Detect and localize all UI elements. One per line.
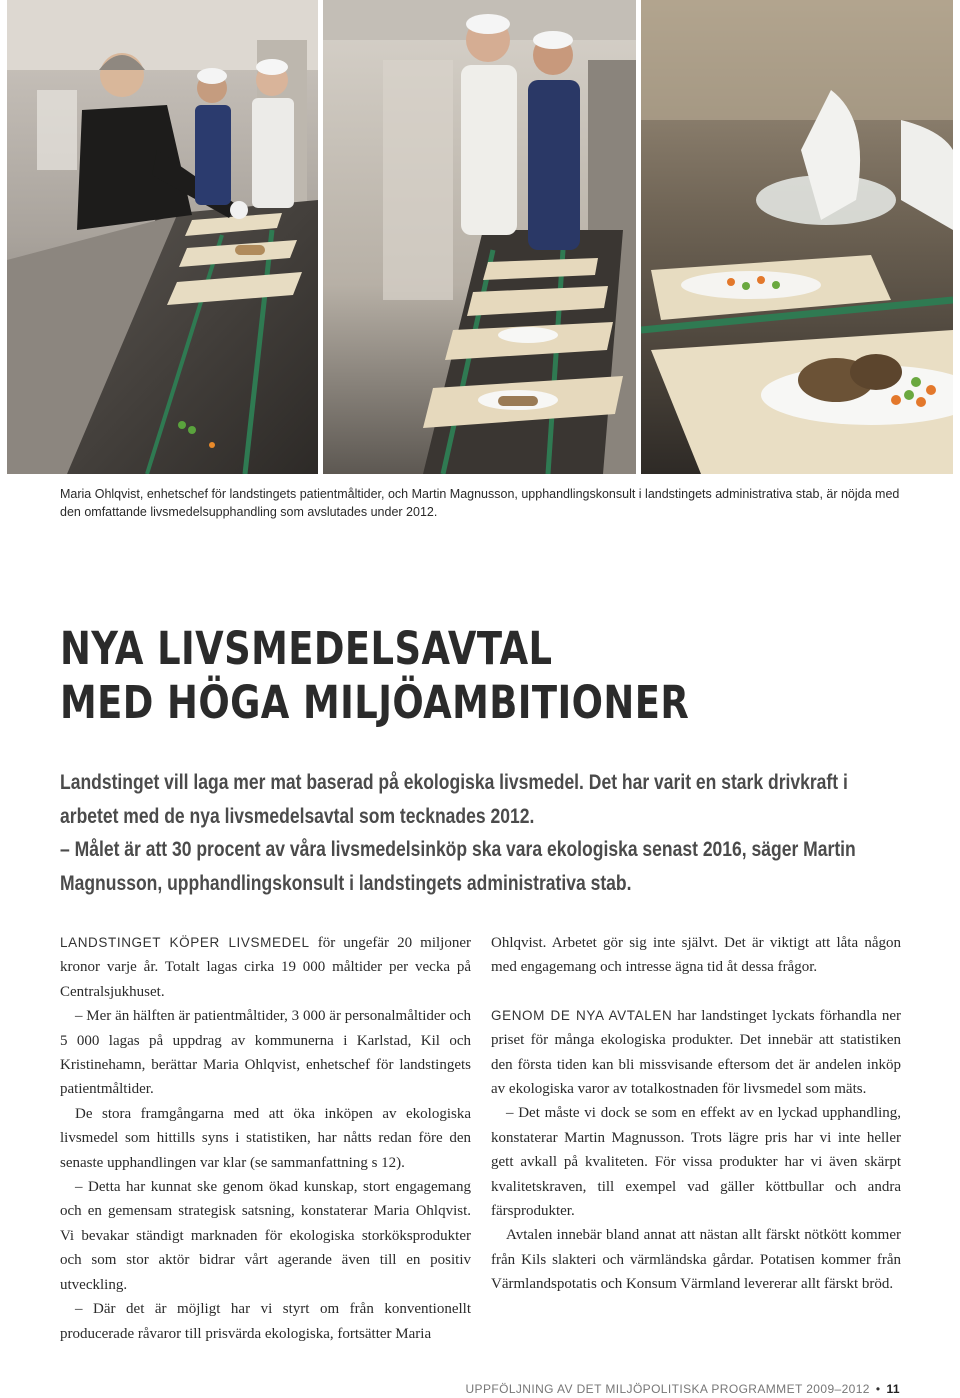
headline-line-2: MED HÖGA MILJÖAMBITIONER <box>60 676 690 729</box>
page-number: 11 <box>886 1382 900 1396</box>
photo-plated-meal <box>641 0 953 474</box>
body-column-left <box>60 931 471 1346</box>
body-paragraph: Ohlqvist. Arbetet gör sig inte självt. Det är viktigt att låta någon med engagemang och intresse ägna tid åt dessa frågor. <box>491 935 901 976</box>
paragraph-lead-in: GENOM DE NYA AVTALEN <box>491 1007 673 1023</box>
paragraph-text: har landstinget lyckats förhandla ner priset för många ekologiska produkter. Det innebär att statistiken den första tiden kan bli missvisande eftersom det är andelen inköp av ekologiska varor av totalkostnaden för livsmedel som mäts. <box>491 1007 902 1098</box>
footer-separator: • <box>875 1382 881 1396</box>
ingress-paragraph-2: – Målet är att 30 procent av våra livsmedelsinköp ska vara ekologiska senast 2016, säger Martin Magnusson, upphandlingskonsult i landstingets administrativa stab. <box>60 837 856 895</box>
body-paragraph: – Mer än hälften är patientmåltider, 3 000 är personalmåltider och 5 000 lagas på uppdrag av kommunerna i Karlstad, Kil och Kristinehamn, berättar Maria Ohlqvist, enhetschef för landstingets patientmåltider. <box>60 1008 471 1098</box>
photo-kitchen-staff <box>7 0 318 474</box>
body-paragraph <box>491 1004 901 1102</box>
paragraph-lead-in: LANDSTINGET KÖPER LIVSMEDEL <box>60 935 310 950</box>
paragraph-text: för ungefär 20 miljoner kronor varje år. Totalt lagas cirka 19 000 måltider per vecka på Centralsjukhuset. <box>60 935 471 1000</box>
body-paragraph: – Detta har kunnat ske genom ökad kunskap, stort engagemang och en gemensam strategisk satsning, konstaterar Maria Ohlqvist. Vi bevakar ständigt marknaden för ekologiska storköksprodukter och som stor aktör bidrar vårt agerande även till en positiv utveckling. <box>60 1179 471 1293</box>
photo-conveyor-staff <box>323 0 636 474</box>
footer-publication-title: UPPFÖLJNING AV DET MILJÖPOLITISKA PROGRAMMET 2009–2012 <box>465 1382 870 1396</box>
body-paragraph: Avtalen innebär bland annat att nästan allt färskt nötkött kommer från Kils slakteri och värmländska gårdar. Potatisen kommer från Värmlandspotatis och Konsum Värmland levererar allt färskt bröd. <box>491 1227 901 1293</box>
ingress-paragraph-1: Landstinget vill laga mer mat baserad på ekologiska livsmedel. Det har varit en stark drivkraft i arbetet med de nya livsmedelsavtal som tecknades 2012. <box>60 770 848 828</box>
body-column-right <box>491 931 901 1297</box>
body-paragraph: – Det måste vi dock se som en effekt av en lyckad upphandling, konstaterar Martin Magnusson. Trots lägre pris har vi inte heller gett avkall på kvaliteten. För vissa produkter har vi även skärpt kvalitetskraven, till exempel vad gäller köttbullar och andra färsprodukter. <box>491 1105 901 1220</box>
article-headline <box>60 622 765 730</box>
headline-line-1: NYA LIVSMEDELSAVTAL <box>60 622 553 675</box>
body-paragraph <box>60 931 471 1004</box>
page-footer <box>465 1382 900 1396</box>
body-paragraph: – Där det är möjligt har vi styrt om från konventionellt producerade råvaror till prisvärda ekologiska, fortsätter Maria <box>60 1301 471 1342</box>
photo-caption: Maria Ohlqvist, enhetschef för landstingets patientmåltider, och Martin Magnusson, upphandlingskonsult i landstingets administrativa stab, är nöjda med den omfattande livsmedelsupphandling som avslutades under 2012. <box>60 487 900 519</box>
body-paragraph: De stora framgångarna med att öka inköpen av ekologiska livsmedel som hittills syns i statistiken, har nåtts redan före den senaste upphandlingen var klar (se sammanfattning s 12). <box>60 1105 471 1171</box>
article-ingress <box>60 766 867 900</box>
